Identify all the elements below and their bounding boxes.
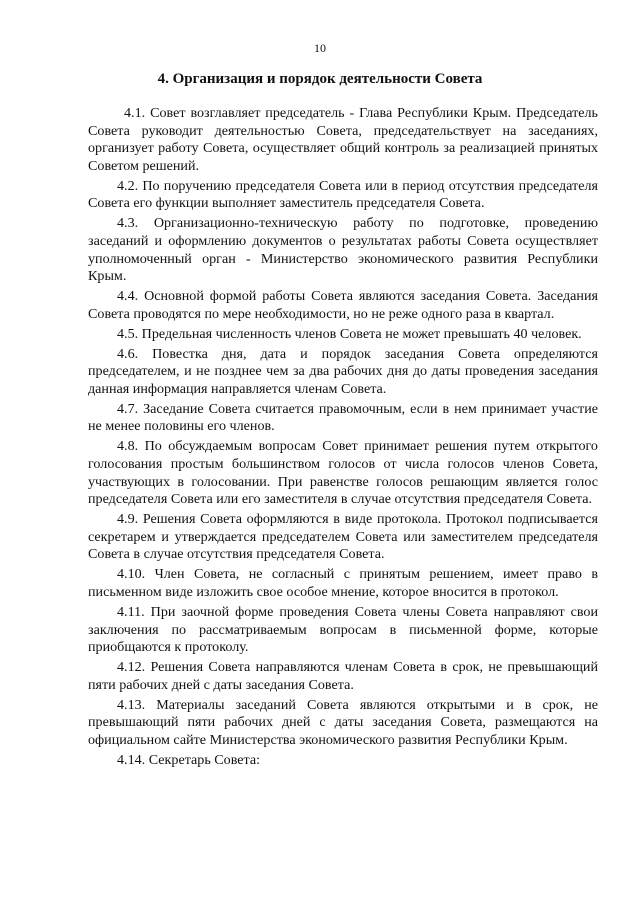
paragraph-text: Предельная численность членов Совета не может превышать 40 человек.: [141, 325, 582, 342]
paragraph-number: 4.6.: [117, 345, 139, 362]
paragraph-text: Организационно-техническую работу по подготовке, проведению заседаний и оформлению документов о результатах работы Совета осуществляет уполномоченный орган - Министерство экономического развития Республики Крым.: [88, 215, 598, 285]
paragraph-number: 4.1.: [124, 105, 146, 121]
paragraph-number: 4.13.: [117, 696, 146, 713]
section-body: [88, 105, 598, 772]
paragraph: [88, 105, 598, 175]
paragraph-number: 4.4.: [117, 288, 139, 305]
paragraph-text: Секретарь Совета:: [148, 751, 261, 768]
paragraph: [88, 659, 598, 694]
paragraph-number: 4.2.: [117, 177, 139, 194]
paragraph-text: Повестка дня, дата и порядок заседания Совета определяются председателем, и не позднее чем за два рабочих дня до даты проведения заседания данная информация направляется членам Совета.: [88, 345, 598, 397]
paragraph: [88, 288, 598, 323]
paragraph-text: Решения Совета оформляются в виде протокола. Протокол подписывается секретарем и утверждается председателем Совета или заместителем председателя Совета в случае отсутствия председателя Совета.: [88, 511, 598, 563]
paragraph-text: Член Совета, не согласный с принятым решением, имеет право в письменном виде изложить свое особое мнение, которое вносится в протокол.: [88, 566, 598, 600]
paragraph: [88, 401, 598, 436]
paragraph-number: 4.3.: [117, 215, 139, 232]
paragraph: [88, 438, 598, 508]
paragraph: [88, 326, 598, 344]
paragraph: [88, 511, 598, 564]
paragraph-text: По поручению председателя Совета или в период отсутствия председателя Совета его функции выполняет заместитель председателя Совета.: [88, 177, 598, 212]
paragraph-number: 4.9.: [117, 511, 139, 528]
paragraph-number: 4.11.: [117, 603, 145, 620]
paragraph-number: 4.12.: [117, 659, 146, 676]
paragraph-text: По обсуждаемым вопросам Совет принимает решения путем открытого голосования простым большинством голосов от числа голосов членов Совета, участвующих в голосовании. При равенстве голосов решающим является голос председателя Совета или его заместителя в случае отсутствия председателя Совета.: [88, 438, 598, 508]
paragraph: [88, 178, 598, 213]
paragraph-number: 4.5.: [117, 325, 139, 342]
paragraph: [88, 697, 598, 750]
paragraph: [88, 566, 598, 601]
paragraph-text: Основной формой работы Совета являются заседания Совета. Заседания Совета проводятся по мере необходимости, но не реже одного раза в квартал.: [88, 288, 598, 322]
paragraph-text: Заседание Совета считается правомочным, если в нем принимает участие не менее половины его членов.: [88, 400, 599, 435]
paragraph-number: 4.10.: [117, 566, 146, 583]
paragraph: [88, 346, 598, 399]
section-title: 4. Организация и порядок деятельности Совета: [157, 71, 483, 87]
paragraph-text: Материалы заседаний Совета являются открытыми и в срок, не превышающий пяти рабочих дней с даты заседания Совета, размещаются на официальном сайте Министерства экономического развития Республики Крым.: [88, 696, 598, 748]
paragraph-number: 4.8.: [117, 438, 139, 455]
paragraph: [88, 215, 598, 285]
paragraph-text: Совет возглавляет председатель - Глава Республики Крым. Председатель Совета руководит деятельностью Совета, председательствует на заседаниях, организует работу Совета, осуществляет общий контроль за реализацией принятых Советом решений.: [88, 105, 598, 174]
paragraph: [88, 604, 598, 657]
page-number: 10: [314, 41, 326, 55]
paragraph: [88, 752, 598, 770]
paragraph-number: 4.7.: [117, 400, 139, 417]
paragraph-text: Решения Совета направляются членам Совета в срок, не превышающий пяти рабочих дней с даты заседания Совета.: [88, 659, 599, 693]
paragraph-number: 4.14.: [117, 751, 146, 768]
paragraph-text: При заочной форме проведения Совета члены Совета направляют свои заключения по рассматриваемым вопросам в письменной форме, которые приобщаются к протоколу.: [88, 603, 598, 656]
